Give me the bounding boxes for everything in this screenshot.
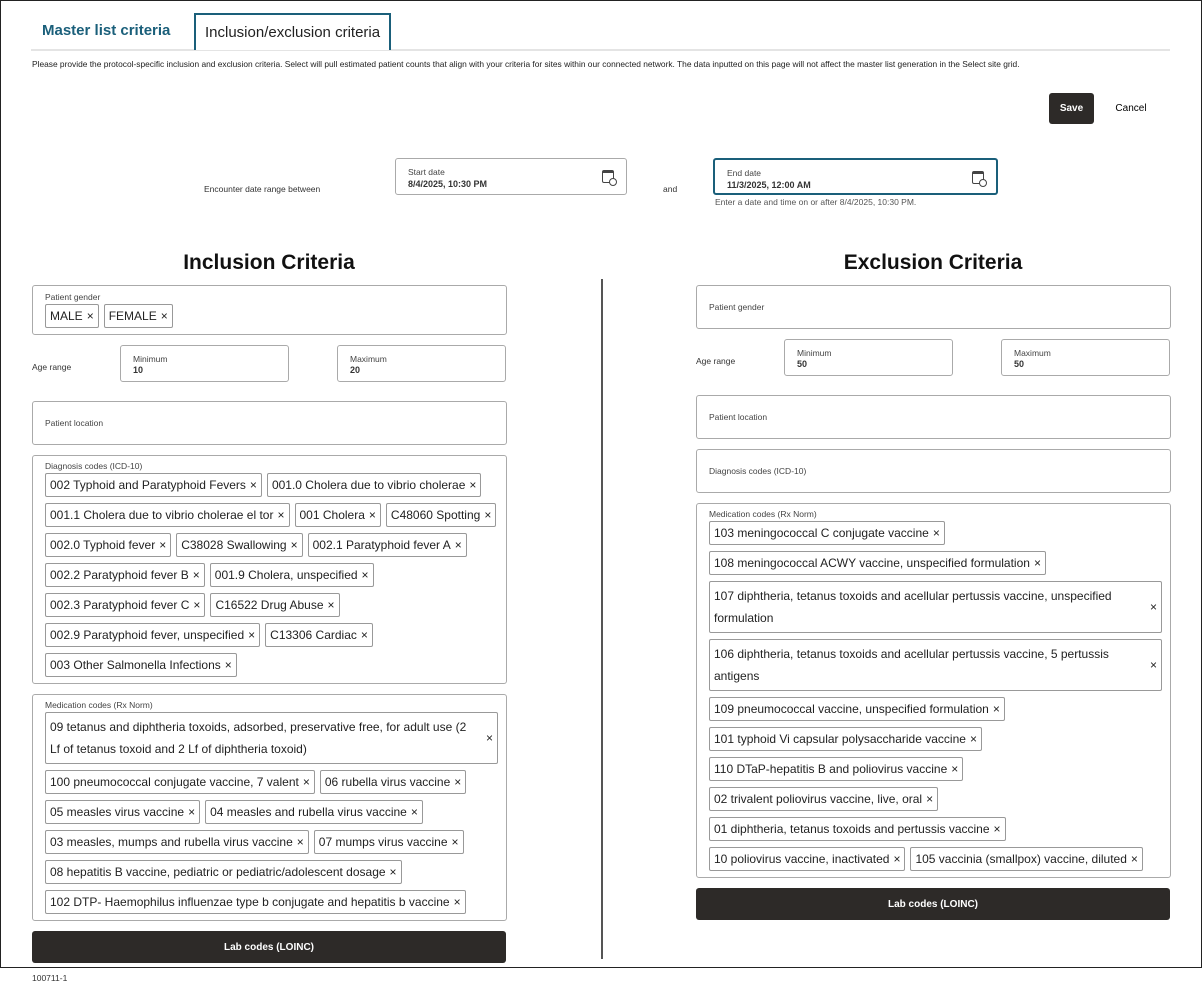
field-label: Maximum — [350, 354, 387, 364]
chip — [265, 623, 373, 647]
inclusion-diagnosis-field[interactable] — [32, 455, 507, 684]
remove-chip-icon[interactable]: × — [160, 309, 168, 323]
chip-label: 002.9 Paratyphoid fever, unspecified — [50, 628, 245, 642]
remove-chip-icon[interactable]: × — [248, 628, 256, 642]
chip-label: C48060 Spotting — [390, 508, 481, 522]
chip-label: 001.1 Cholera due to vibrio cholerae el tor — [50, 508, 274, 522]
remove-chip-icon[interactable]: × — [454, 538, 462, 552]
field-label: Patient gender — [709, 302, 765, 312]
chip — [45, 800, 200, 824]
remove-chip-icon[interactable]: × — [224, 658, 232, 672]
chip-label: 07 mumps virus vaccine — [318, 835, 448, 849]
remove-chip-icon[interactable]: × — [360, 628, 368, 642]
exclusion-age-min[interactable] — [784, 339, 953, 376]
remove-chip-icon[interactable]: × — [932, 526, 940, 540]
calendar-icon[interactable] — [602, 170, 614, 183]
chip-label: 106 diphtheria, tetanus toxoids and acellular pertussis vaccine, 5 pertussis antigens — [714, 647, 1109, 683]
chip — [45, 653, 237, 677]
inclusion-column — [32, 285, 507, 983]
chip — [709, 727, 982, 751]
start-date-field[interactable] — [395, 158, 627, 195]
remove-chip-icon[interactable]: × — [277, 508, 285, 522]
inclusion-location-field[interactable] — [32, 401, 507, 445]
remove-chip-icon[interactable]: × — [192, 568, 200, 582]
calendar-icon[interactable] — [972, 171, 984, 184]
exclusion-location-field[interactable] — [696, 395, 1171, 439]
chip — [210, 563, 374, 587]
chip-label: 002.1 Paratyphoid fever A — [312, 538, 451, 552]
chip-label: 002.3 Paratyphoid fever C — [50, 598, 190, 612]
field-label: Maximum — [1014, 348, 1051, 358]
remove-chip-icon[interactable]: × — [86, 309, 94, 323]
remove-chip-icon[interactable]: × — [410, 805, 418, 819]
chip — [210, 593, 339, 617]
exclusion-age-range — [696, 339, 1171, 385]
remove-chip-icon[interactable]: × — [451, 835, 459, 849]
chip-label: MALE — [50, 309, 83, 323]
save-button[interactable]: Save — [1049, 93, 1094, 124]
end-date-value: 11/3/2025, 12:00 AM — [727, 180, 811, 190]
remove-chip-icon[interactable]: × — [969, 732, 977, 746]
remove-chip-icon[interactable]: × — [1130, 852, 1138, 866]
chip-label: 107 diphtheria, tetanus toxoids and acellular pertussis vaccine, unspecified formulation — [714, 589, 1112, 625]
chip-label: 09 tetanus and diphtheria toxoids, adsorbed, preservative free, for adult use (2 Lf of tetanus toxoid and 2 Lf of diphtheria toxoid) — [50, 720, 467, 756]
remove-chip-icon[interactable]: × — [290, 538, 298, 552]
exclusion-title: Exclusion Criteria — [843, 251, 1023, 274]
remove-chip-icon[interactable]: × — [453, 895, 461, 909]
chip — [45, 533, 171, 557]
chip — [45, 770, 315, 794]
exclusion-gender-field[interactable] — [696, 285, 1171, 329]
field-value: 10 — [133, 365, 144, 375]
remove-chip-icon[interactable]: × — [361, 568, 369, 582]
chip — [709, 757, 963, 781]
remove-chip-icon[interactable]: × — [327, 598, 335, 612]
chip-label: 105 vaccinia (smallpox) vaccine, diluted — [915, 852, 1127, 866]
inclusion-title: Inclusion Criteria — [183, 251, 355, 274]
field-label: Minimum — [797, 348, 832, 358]
chip — [45, 712, 498, 764]
chip — [205, 800, 423, 824]
page-id: 100711-1 — [32, 973, 68, 983]
chip-label: 06 rubella virus vaccine — [324, 775, 451, 789]
remove-chip-icon[interactable]: × — [926, 792, 934, 806]
chip — [45, 830, 309, 854]
chip-label: 103 meningococcal C conjugate vaccine — [714, 526, 929, 540]
chip-label: 001.0 Cholera due to vibrio cholerae — [271, 478, 466, 492]
chip — [267, 473, 481, 497]
chip — [295, 503, 381, 527]
chip-label: C13306 Cardiac — [270, 628, 357, 642]
chip-label: 109 pneumococcal vaccine, unspecified formulation — [714, 702, 989, 716]
end-date-field[interactable] — [713, 158, 998, 195]
chip — [320, 770, 466, 794]
age-range-label: Age range — [32, 362, 72, 372]
chip — [45, 563, 205, 587]
intro-text: Please provide the protocol-specific inclusion and exclusion criteria. Select will pull estimated patient counts that align with your criteria for sites within our connected network. The data inputted on this page will not affect the master list generation in the Select site grid. — [32, 59, 1020, 69]
chip-label: 002.0 Typhoid fever — [50, 538, 156, 552]
start-date-label: Start date — [408, 167, 445, 177]
exclusion-age-max[interactable] — [1001, 339, 1170, 376]
remove-chip-icon[interactable]: × — [893, 852, 901, 866]
field-label: Patient location — [45, 418, 104, 428]
chip-label: 003 Other Salmonella Infections — [50, 658, 221, 672]
remove-chip-icon[interactable]: × — [1033, 556, 1041, 570]
chip — [104, 304, 173, 328]
chip — [386, 503, 496, 527]
remove-chip-icon[interactable]: × — [1149, 658, 1157, 672]
field-value: 20 — [350, 365, 361, 375]
column-divider — [601, 279, 603, 959]
chip — [308, 533, 467, 557]
chip-label: C38028 Swallowing — [181, 538, 287, 552]
chip-label: 108 meningococcal ACWY vaccine, unspecified formulation — [714, 556, 1030, 570]
chip-label: 01 diphtheria, tetanus toxoids and pertussis vaccine — [714, 822, 990, 836]
chip — [709, 581, 1162, 633]
chip — [709, 697, 1005, 721]
cancel-button[interactable]: Cancel — [1107, 93, 1155, 124]
and-label: and — [663, 184, 678, 194]
chip — [910, 847, 1142, 871]
age-range-label: Age range — [696, 356, 736, 366]
chip — [45, 304, 99, 328]
inclusion-gender-field[interactable] — [32, 285, 507, 335]
field-value: 50 — [1014, 359, 1025, 369]
chip-label: FEMALE — [108, 309, 157, 323]
chip-label: 001 Cholera — [299, 508, 365, 522]
inclusion-age-max[interactable] — [337, 345, 506, 382]
chip-label: C16522 Drug Abuse — [215, 598, 324, 612]
exclusion-diagnosis-field[interactable] — [696, 449, 1171, 493]
inclusion-age-min[interactable] — [120, 345, 289, 382]
field-value: 50 — [797, 359, 808, 369]
start-date-value: 8/4/2025, 10:30 PM — [408, 179, 488, 189]
inclusion-medication-field[interactable] — [32, 694, 507, 921]
chip — [709, 639, 1162, 691]
chip-label: 08 hepatitis B vaccine, pediatric or pediatric/adolescent dosage — [50, 865, 386, 879]
end-date-label: End date — [727, 168, 762, 178]
chip — [45, 503, 290, 527]
chip — [314, 830, 464, 854]
inclusion-lab-codes-button[interactable]: Lab codes (LOINC) — [32, 931, 506, 963]
field-label: Medication codes (Rx Norm) — [709, 509, 817, 519]
end-date-help: Enter a date and time on or after 8/4/2025, 10:30 PM. — [715, 197, 917, 207]
tab-inclusion-exclusion-criteria[interactable]: Inclusion/exclusion criteria — [194, 13, 391, 50]
remove-chip-icon[interactable]: × — [993, 822, 1001, 836]
field-label: Minimum — [133, 354, 168, 364]
chip-label: 100 pneumococcal conjugate vaccine, 7 valent — [50, 775, 299, 789]
exclusion-medication-field[interactable] — [696, 503, 1171, 878]
remove-chip-icon[interactable]: × — [296, 835, 304, 849]
chip — [709, 847, 905, 871]
chip — [176, 533, 302, 557]
remove-chip-icon[interactable]: × — [1149, 600, 1157, 614]
chip — [45, 623, 260, 647]
chip-label: 02 trivalent poliovirus vaccine, live, oral — [714, 792, 923, 806]
chip — [45, 473, 262, 497]
chip-label: 03 measles, mumps and rubella virus vaccine — [50, 835, 293, 849]
field-label: Patient gender — [45, 292, 101, 302]
remove-chip-icon[interactable]: × — [302, 775, 310, 789]
remove-chip-icon[interactable]: × — [368, 508, 376, 522]
tab-master-list-criteria[interactable]: Master list criteria — [42, 22, 171, 39]
chip — [45, 890, 466, 914]
chip — [709, 521, 945, 545]
chip — [709, 787, 938, 811]
remove-chip-icon[interactable]: × — [454, 775, 462, 789]
remove-chip-icon[interactable]: × — [951, 762, 959, 776]
chip-label: 002 Typhoid and Paratyphoid Fevers — [50, 478, 246, 492]
chip-label: 101 typhoid Vi capsular polysaccharide vaccine — [714, 732, 966, 746]
exclusion-lab-codes-button[interactable]: Lab codes (LOINC) — [696, 888, 1170, 920]
chip-label: 002.2 Paratyphoid fever B — [50, 568, 189, 582]
exclusion-column — [696, 285, 1171, 920]
chip — [45, 860, 402, 884]
chip — [709, 551, 1046, 575]
chip — [709, 817, 1006, 841]
chip-label: 10 poliovirus vaccine, inactivated — [714, 852, 890, 866]
remove-chip-icon[interactable]: × — [389, 865, 397, 879]
remove-chip-icon[interactable]: × — [193, 598, 201, 612]
chip-label: 102 DTP- Haemophilus influenzae type b conjugate and hepatitis b vaccine — [50, 895, 450, 909]
field-label: Patient location — [709, 412, 768, 422]
remove-chip-icon[interactable]: × — [992, 702, 1000, 716]
chip — [45, 593, 205, 617]
field-label: Medication codes (Rx Norm) — [45, 700, 153, 710]
remove-chip-icon[interactable]: × — [484, 508, 492, 522]
remove-chip-icon[interactable]: × — [159, 538, 167, 552]
chip-label: 110 DTaP-hepatitis B and poliovirus vaccine — [714, 762, 948, 776]
remove-chip-icon[interactable]: × — [485, 731, 493, 745]
chip-label: 04 measles and rubella virus vaccine — [210, 805, 407, 819]
field-label: Diagnosis codes (ICD-10) — [45, 461, 143, 471]
inclusion-age-range — [32, 345, 507, 391]
chip-label: 05 measles virus vaccine — [50, 805, 185, 819]
remove-chip-icon[interactable]: × — [249, 478, 257, 492]
remove-chip-icon[interactable]: × — [469, 478, 477, 492]
remove-chip-icon[interactable]: × — [188, 805, 196, 819]
field-label: Diagnosis codes (ICD-10) — [709, 466, 807, 476]
encounter-label: Encounter date range between — [204, 184, 321, 194]
tab-bar — [31, 13, 1170, 51]
chip-label: 001.9 Cholera, unspecified — [214, 568, 358, 582]
